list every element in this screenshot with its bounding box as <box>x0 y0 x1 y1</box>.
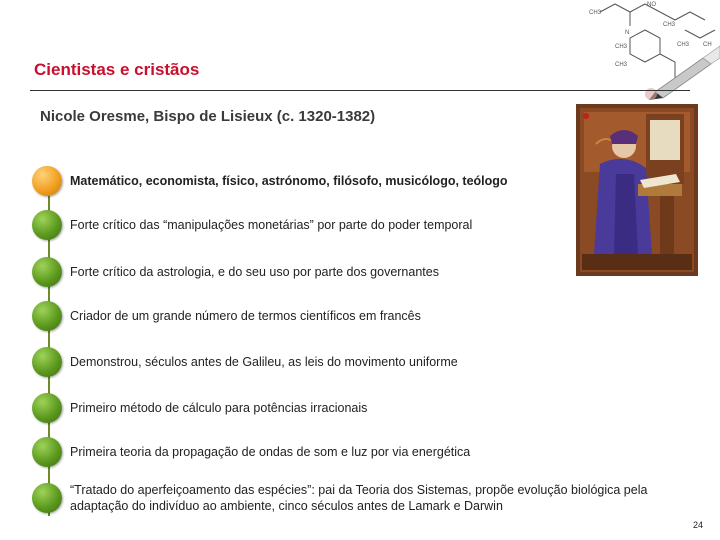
svg-text:NO: NO <box>647 2 656 8</box>
svg-text:CH3: CH3 <box>589 10 602 16</box>
bullet-green-icon <box>32 301 62 331</box>
bullet-green-icon <box>32 210 62 240</box>
list-item <box>32 166 672 196</box>
list-item-text: Primeira teoria da propagação de ondas de som e luz por via energética <box>70 445 471 459</box>
list-item-text: Forte crítico das “manipulações monetárias” por parte do poder temporal <box>70 218 473 232</box>
slide-subtitle: Nicole Oresme, Bispo de Lisieux (c. 1320-1382) <box>40 108 376 125</box>
list-item-text: Forte crítico da astrologia, e do seu uso por parte dos governantes <box>70 265 439 279</box>
list-item <box>32 347 672 377</box>
list-item <box>32 301 672 331</box>
svg-text:CH3: CH3 <box>663 22 676 28</box>
list-item-text: Matemático, economista, físico, astrónomo, filósofo, musicólogo, teólogo <box>70 174 508 188</box>
bullet-green-icon <box>32 483 62 513</box>
svg-text:CH3: CH3 <box>615 44 628 50</box>
slide-title: Cientistas e cristãos <box>34 60 200 79</box>
bullet-green-icon <box>32 437 62 467</box>
bullet-green-icon <box>32 393 62 423</box>
list-item <box>32 482 672 514</box>
list-item <box>32 393 672 423</box>
bullet-green-icon <box>32 257 62 287</box>
svg-text:CH3: CH3 <box>615 62 628 68</box>
page-number: 24 <box>693 520 704 530</box>
list-item-text: Primeiro método de cálculo para potências irracionais <box>70 401 368 415</box>
svg-text:CH: CH <box>703 42 712 48</box>
svg-text:N: N <box>625 30 630 36</box>
list-item <box>32 437 672 467</box>
list-item-text: Demonstrou, séculos antes de Galileu, as leis do movimento uniforme <box>70 355 458 369</box>
list-item <box>32 210 672 240</box>
list-item-text: Criador de um grande número de termos científicos em francês <box>70 309 421 323</box>
list-item-text: “Tratado do aperfeiçoamento das espécies”: pai da Teoria dos Sistemas, propõe evolução biológica pela adaptação do indivíduo ao ambiente, cinco séculos antes de Lamark e Darwin <box>70 483 648 513</box>
svg-text:CH3: CH3 <box>677 42 690 48</box>
bullet-green-icon <box>32 347 62 377</box>
list-item <box>32 257 672 287</box>
bullet-orange-icon <box>32 166 62 196</box>
